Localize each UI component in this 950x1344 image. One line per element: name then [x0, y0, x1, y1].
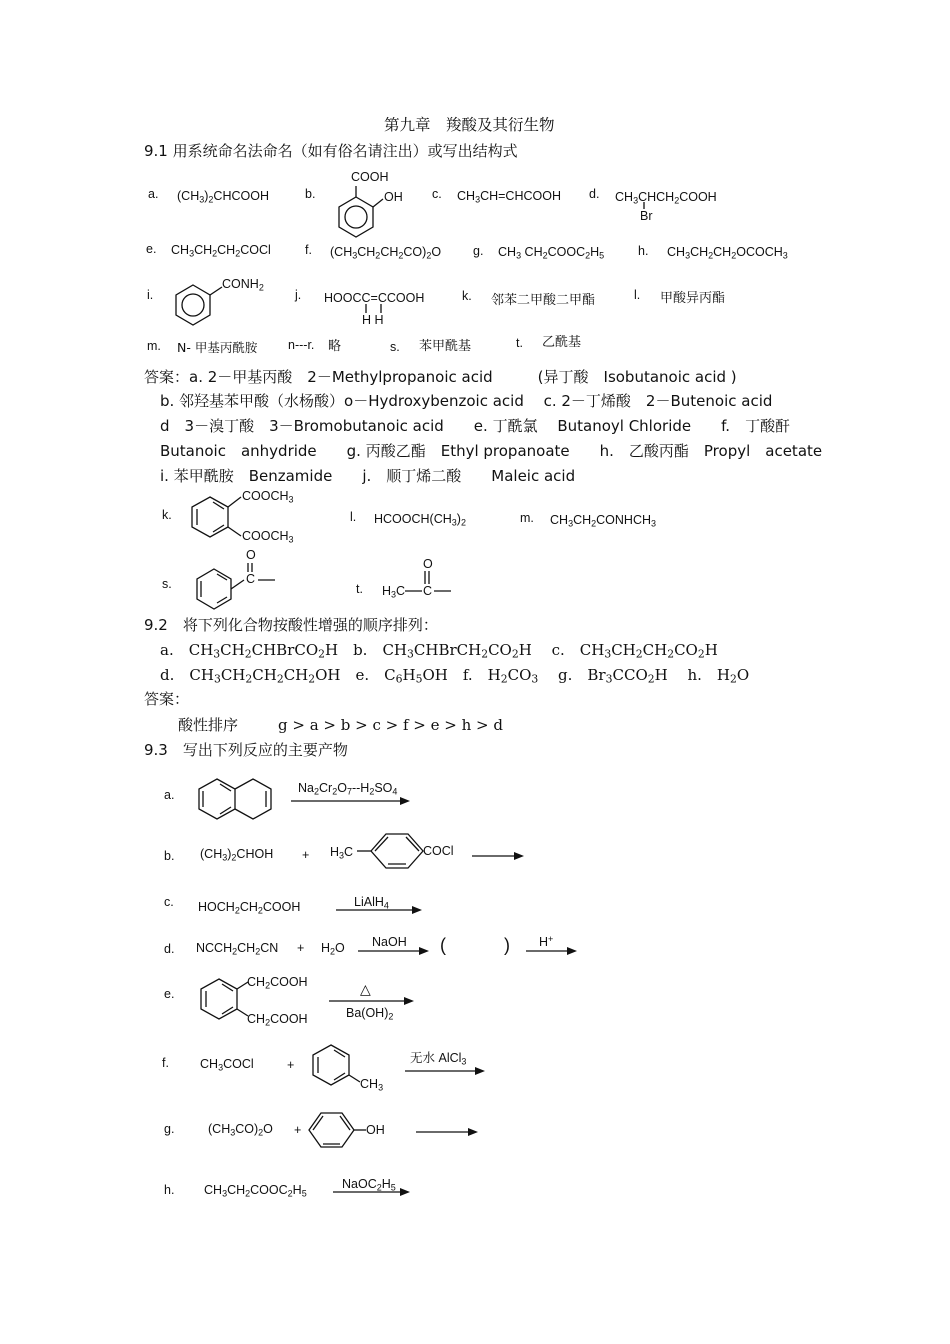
- ans-t-h3c: $H_3C$: [382, 584, 406, 600]
- ans-label-l: l.: [350, 510, 357, 524]
- label-b: b.: [305, 187, 316, 201]
- rxn-a-reagent: $Na_2Cr_2O_7--H_2SO_4$: [298, 781, 398, 797]
- section-9-3-heading: 9.3 写出下列反应的主要产物: [144, 741, 348, 759]
- b-cooh: COOH: [351, 170, 389, 184]
- rxn-b-plus: +: [302, 848, 310, 862]
- formula-a: $(CH_3)_2CHCOOH$: [177, 189, 269, 205]
- answer-line-5: i. 苯甲酰胺 Benzamide j. 顺丁烯二酸 Maleic acid: [160, 467, 576, 485]
- arrow-d-1: [358, 947, 429, 955]
- name-m: N- 甲基丙酰胺: [177, 340, 258, 355]
- q92-order: g > a > b > c > f > e > h > d: [278, 716, 503, 734]
- name-k: 邻苯二甲酸二甲酯: [491, 293, 596, 308]
- formula-c: $CH_3CH=CHCOOH$: [457, 189, 561, 205]
- rxn-f-ch3: $CH_3$: [360, 1077, 384, 1093]
- j-hydrogens: H H: [362, 313, 384, 327]
- rxn-label-h: h.: [164, 1183, 175, 1197]
- name-s: 苯甲酰基: [419, 339, 472, 354]
- arrow-d-2: [526, 947, 577, 955]
- d-br: Br: [640, 209, 653, 223]
- benzene-ring-e: [201, 979, 248, 1019]
- ans-formula-l: $HCOOCH(CH_3)_2$: [374, 512, 466, 528]
- benzene-ring-ans-k: [192, 497, 241, 537]
- rxn-label-e: e.: [164, 987, 175, 1001]
- label-e: e.: [146, 242, 157, 256]
- ans-t-c: C: [423, 584, 433, 598]
- label-a: a.: [148, 187, 159, 201]
- label-f: f.: [305, 243, 312, 257]
- dihydronaphthalene-a: [199, 779, 271, 819]
- rxn-label-b: b.: [164, 849, 175, 863]
- formula-d: $CH_3CHCH_2COOH$: [615, 190, 717, 206]
- label-i: i.: [147, 288, 154, 302]
- label-k: k.: [462, 289, 472, 303]
- benzene-ring-i: [176, 285, 222, 325]
- rxn-d-reactant: $NCCH_2CH_2CN$: [196, 941, 279, 957]
- rxn-label-c: c.: [164, 895, 174, 909]
- ans-t-o: O: [423, 557, 433, 571]
- section-9-2-heading: 9.2 将下列化合物按酸性增强的顺序排列：: [144, 616, 438, 634]
- q92-line-2: d. $CH_3CH_2CH_2CH_2OH$ e. $C_6H_5OH$ f. $H_2CO_3$ g. $Br_3CCO_2H$ h. $H_2O$: [160, 666, 750, 686]
- rxn-e-sub2: $CH_2COOH$: [247, 1012, 308, 1028]
- rxn-d-rparen: ): [504, 935, 510, 955]
- answer-line-4: Butanoic anhydride g. 丙酸乙酯 Ethyl propanoate h. 乙酸丙酯 Propyl acetate: [160, 442, 823, 460]
- ans-k-sub2: $COOCH_3$: [242, 529, 294, 545]
- rxn-b-h3c: $H_3C$: [330, 845, 354, 861]
- rxn-label-g: g.: [164, 1122, 175, 1136]
- ans-formula-m: $CH_3CH_2CONHCH_3$: [550, 513, 657, 529]
- arrow-h: [333, 1188, 410, 1196]
- rxn-d-reagent-2: H+: [539, 933, 554, 949]
- name-n-r: 略: [328, 339, 342, 354]
- rxn-f-plus: +: [287, 1058, 295, 1072]
- rxn-h-reagent: $NaOC_2H_5$: [342, 1177, 396, 1193]
- name-l: 甲酸异丙酯: [660, 291, 726, 306]
- rxn-f-reagent: 无水 AlCl$_3$: [410, 1050, 467, 1067]
- rxn-e-reagent: $Ba(OH)_2$: [346, 1006, 394, 1022]
- q92-line-1: a. $CH_3CH_2CHBrCO_2H$ b. $CH_3CHBrCH_2CO_2H$ c. $CH_3CH_2CH_2CO_2H$: [160, 641, 718, 661]
- ans-s-c: C: [246, 572, 256, 586]
- rxn-d-lparen: (: [440, 935, 446, 955]
- rxn-f-reactant: $CH_3COCl$: [200, 1057, 254, 1073]
- ans-label-s: s.: [162, 577, 172, 591]
- ans-label-k: k.: [162, 508, 172, 522]
- arrow-g: [416, 1128, 478, 1136]
- rxn-g-oh: OH: [366, 1123, 385, 1137]
- arrow-b: [472, 852, 524, 860]
- label-s: s.: [390, 340, 400, 354]
- b-oh: OH: [384, 190, 403, 204]
- page-title: 第九章 羧酸及其衍生物: [384, 116, 555, 134]
- label-g: g.: [473, 244, 484, 258]
- rxn-label-f: f.: [162, 1056, 169, 1070]
- formula-f: $(CH_3CH_2CH_2CO)_2O$: [330, 245, 442, 261]
- rxn-b-cocl: COCl: [423, 844, 454, 858]
- rxn-e-delta: △: [360, 981, 371, 997]
- q92-order-label: 酸性排序: [178, 716, 239, 734]
- rxn-d-water: $H_2O$: [321, 941, 345, 957]
- q92-answer-label: 答案：: [144, 690, 190, 708]
- formula-h: $CH_3CH_2CH_2OCOCH_3$: [667, 245, 788, 261]
- label-l: l.: [634, 288, 641, 302]
- label-h: h.: [638, 244, 649, 258]
- label-t: t.: [516, 336, 523, 350]
- benzene-ring-ans-s: [197, 563, 275, 609]
- rxn-d-plus: +: [297, 941, 305, 955]
- answer-line-1: 答案：a. 2－甲基丙酸 2－Methylpropanoic acid (异丁酸 Isobutanoic acid ): [144, 368, 737, 386]
- benzene-ring-g: [309, 1113, 366, 1147]
- answer-line-3: d 3－溴丁酸 3－Bromobutanoic acid e. 丁酰氯 Butanoyl Chloride f. 丁酸酐: [160, 417, 791, 435]
- label-n-r: n---r.: [288, 338, 315, 352]
- ans-s-o: O: [246, 548, 256, 562]
- rxn-g-plus: +: [294, 1123, 302, 1137]
- answer-line-2: b. 邻羟基苯甲酸（水杨酸）o－Hydroxybenzoic acid c. 2－丁烯酸 2－Butenoic acid: [160, 392, 773, 410]
- rxn-label-d: d.: [164, 942, 175, 956]
- rxn-d-reagent-1: NaOH: [372, 935, 407, 949]
- arrow-e: [329, 997, 414, 1005]
- arrow-a: [291, 797, 410, 805]
- rxn-c-reactant: $HOCH_2CH_2COOH$: [198, 900, 301, 916]
- benzene-ring-b: [339, 186, 383, 237]
- section-9-1-heading: 9.1 用系统命名法命名（如有俗名请注出）或写出结构式: [144, 142, 518, 160]
- rxn-b-reactant: $(CH_3)_2CHOH$: [200, 847, 274, 863]
- formula-e: $CH_3CH_2CH_2COCl$: [171, 243, 271, 259]
- formula-g: $CH_3$ $CH_2COOC_2H_5$: [498, 245, 605, 261]
- name-t: 乙酰基: [542, 335, 582, 350]
- arrow-f: [405, 1067, 485, 1075]
- benzene-ring-f: [313, 1045, 360, 1085]
- rxn-g-reactant: $(CH_3CO)_2O$: [208, 1122, 273, 1138]
- label-d: d.: [589, 187, 600, 201]
- formula-j: HOOCC=CCOOH: [324, 291, 425, 305]
- benzene-ring-b-rxn: [357, 834, 423, 868]
- label-c: c.: [432, 187, 442, 201]
- arrow-c: [336, 906, 422, 914]
- rxn-h-reactant: $CH_3CH_2COOC_2H_5$: [204, 1183, 307, 1199]
- label-j: j.: [295, 288, 302, 302]
- i-conh2: $CONH_2$: [222, 277, 264, 293]
- rxn-c-reagent: LiAlH$_4$: [354, 895, 389, 911]
- label-m: m.: [147, 339, 161, 353]
- ans-k-sub1: $COOCH_3$: [242, 489, 294, 505]
- rxn-label-a: a.: [164, 788, 175, 802]
- acetyl-bonds-ans-t: [405, 571, 451, 591]
- rxn-e-sub1: $CH_2COOH$: [247, 975, 308, 991]
- ans-label-t: t.: [356, 582, 363, 596]
- ans-label-m: m.: [520, 511, 534, 525]
